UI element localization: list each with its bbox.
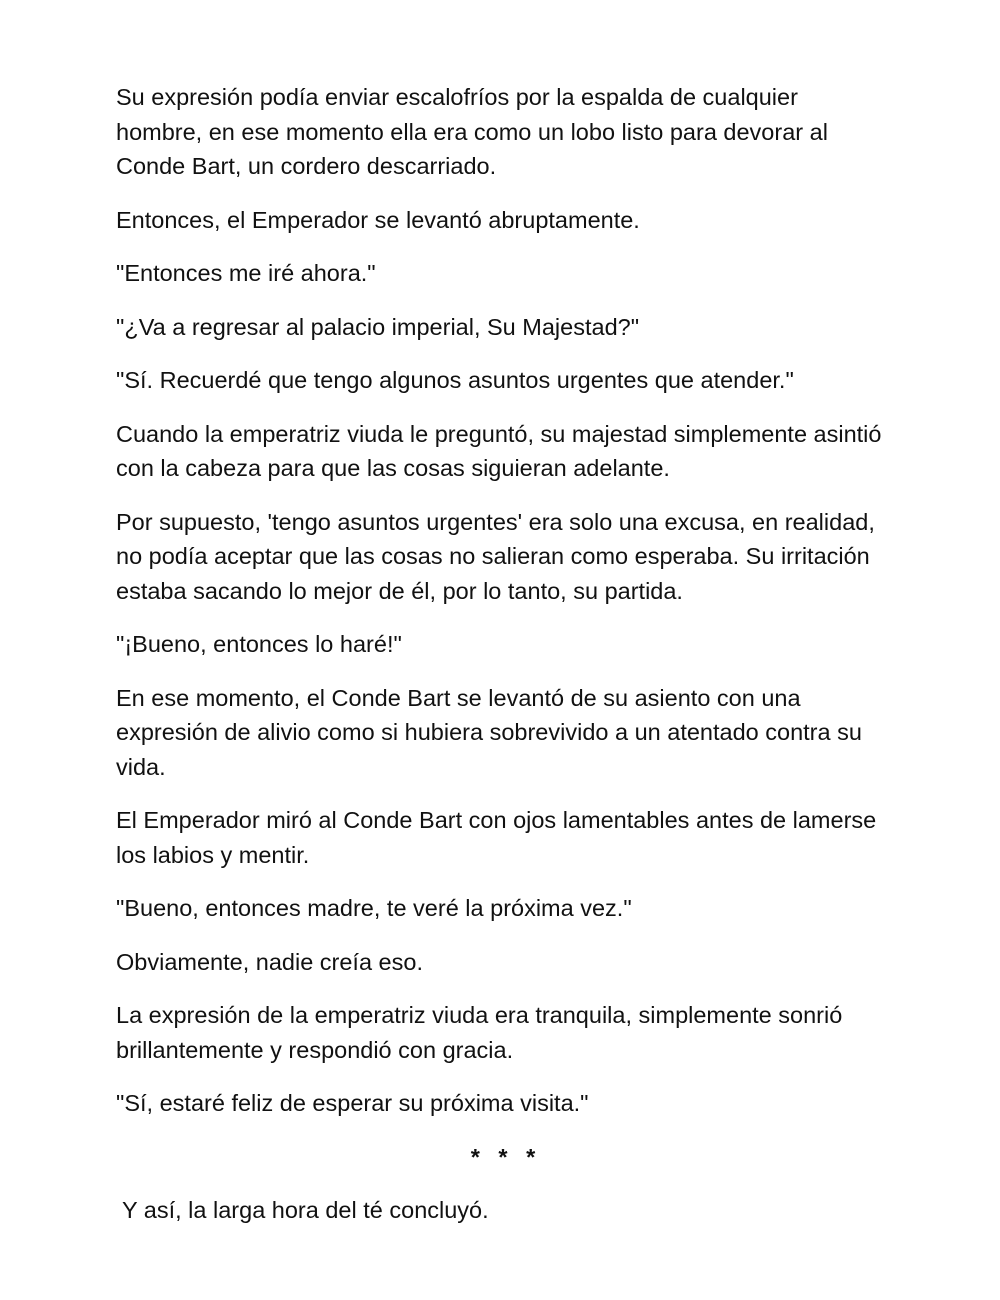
paragraph-12: Obviamente, nadie creía eso.: [116, 948, 423, 975]
paragraph-11: "Bueno, entonces madre, te veré la próxima vez.": [116, 895, 632, 921]
paragraph-3: "Entonces me iré ahora.": [116, 260, 376, 286]
paragraph-8: "¡Bueno, entonces lo haré!": [116, 631, 402, 657]
paragraph-9: En ese momento, el Conde Bart se levantó de su asiento con una expresión de alivio como si hubiera sobrevivido a un atentado contra su vida.: [116, 684, 862, 780]
paragraph-13: La expresión de la emperatriz viuda era tranquila, simplemente sonrió brillantemente y respondió con gracia.: [116, 1002, 843, 1063]
paragraph-6: Cuando la emperatriz viuda le preguntó, su majestad simplemente asintió con la cabeza para que las cosas siguieran adelante.: [116, 420, 882, 481]
paragraph-4: "¿Va a regresar al palacio imperial, Su Majestad?": [116, 313, 640, 340]
paragraph-5: "Sí. Recuerdé que tengo algunos asuntos urgentes que atender.": [116, 367, 794, 393]
paragraph-2: Entonces, el Emperador se levantó abruptamente.: [116, 206, 640, 233]
paragraph-10: El Emperador miró al Conde Bart con ojos lamentables antes de lamerse los labios y mentir.: [116, 807, 877, 868]
paragraph-7: Por supuesto, 'tengo asuntos urgentes' era solo una excusa, en realidad, no podía aceptar que las cosas no salieran como esperaba. Su irritación estaba sacando lo mejor de él, por lo tanto, su partida.: [116, 508, 875, 604]
paragraph-1: Su expresión podía enviar escalofríos por la espalda de cualquier hombre, en ese momento ella era como un lobo listo para devorar al Conde Bart, un cordero descarriado.: [116, 84, 828, 179]
scene-separator: * * *: [470, 1143, 542, 1170]
closing-paragraph: Y así, la larga hora del té concluyó.: [122, 1197, 489, 1223]
paragraph-14: "Sí, estaré feliz de esperar su próxima visita.": [116, 1090, 589, 1116]
